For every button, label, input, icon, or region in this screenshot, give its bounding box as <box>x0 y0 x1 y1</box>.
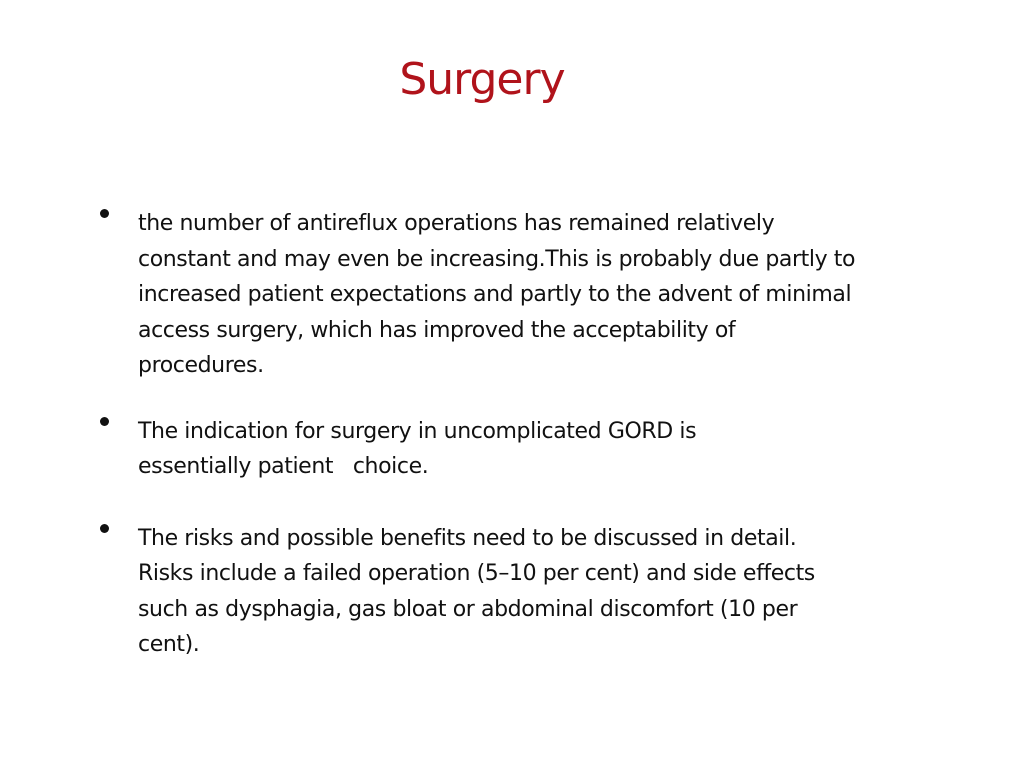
bullet-text-line: The risks and possible benefits need to be discussed in detail. <box>138 525 797 551</box>
slide-title: Surgery <box>399 54 565 105</box>
bullet-text-line: such as dysphagia, gas bloat or abdominal discomfort (10 per <box>138 596 798 622</box>
bullet-text-line: procedures. <box>138 353 264 378</box>
bullet-text-line: Risks include a failed operation (5–10 per cent) and side effects <box>138 561 815 586</box>
bullet-text-line: The indication for surgery in uncomplicated GORD is <box>138 418 697 444</box>
bullet-item <box>100 206 900 384</box>
bullet-text-line: essentially patient choice. <box>138 454 429 479</box>
bullet-item <box>100 521 900 663</box>
bullet-text-line: access surgery, which has improved the acceptability of <box>138 317 736 343</box>
bullet-dot-icon <box>100 524 109 533</box>
bullet-item <box>100 414 900 485</box>
bullet-dot-icon <box>100 417 109 426</box>
bullet-dot-icon <box>100 209 109 218</box>
bullet-text-line: the number of antireflux operations has remained relatively <box>138 211 775 236</box>
bullet-text-line: increased patient expectations and partly to the advent of minimal <box>138 282 852 307</box>
bullet-text-line: constant and may even be increasing.This is probably due partly to <box>138 246 856 272</box>
bullet-list <box>100 206 900 663</box>
bullet-text-line: cent). <box>138 632 200 657</box>
